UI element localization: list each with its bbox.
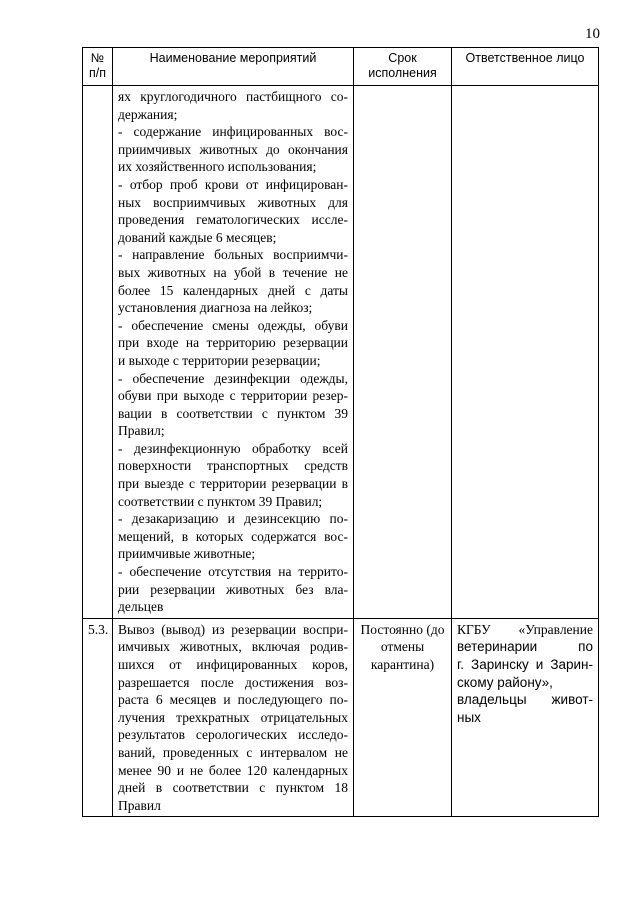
text-line: ветеринарии по — [457, 639, 593, 655]
text-line: г. Заринску и Зарин- — [457, 657, 593, 672]
cell-responsible — [452, 618, 599, 817]
text-line: вых животных на убой в течение не — [118, 264, 348, 280]
text-line: дований каждые 6 месяцев; — [118, 229, 277, 245]
text-line: - обеспечение отсутствия на террито- — [118, 564, 348, 580]
text-line: дельцев — [118, 599, 164, 615]
header-num: № п/п — [83, 48, 113, 86]
header-term: Срок исполнения — [354, 48, 452, 86]
text-line: и выходе с территории резервации; — [118, 352, 321, 368]
text-line: мещений, в которых содержатся вос- — [118, 528, 348, 544]
text-line: Вывоз (вывод) из резервации воспри- — [118, 621, 348, 637]
table-row-5-3 — [83, 618, 599, 817]
page-number: 10 — [585, 26, 600, 42]
text-line: установления диагноза на лейкоз; — [118, 300, 313, 316]
text-line: ных — [457, 709, 481, 725]
cell-term — [354, 86, 452, 619]
cell-name — [113, 86, 354, 619]
text-line: держания; — [118, 106, 178, 122]
text-line: приимчивые животные; — [118, 546, 256, 562]
text-line: - отбор проб крови от инфицирован- — [118, 176, 348, 192]
text-line: вации в соответствии с пунктом 39 — [118, 405, 348, 421]
table-row-continuation — [83, 86, 599, 619]
text-line: поверхности транспортных средств — [118, 458, 348, 474]
text-line: шихся от инфицированных коров, — [118, 657, 348, 672]
text-line: скому району», — [457, 674, 553, 690]
header-name: Наименование мероприятий — [113, 48, 354, 86]
text-line: дней в соответствии с пунктом 18 — [118, 780, 348, 796]
text-line: - дезакаризацию и дезинсекцию по- — [118, 511, 348, 527]
text-line: более 15 календарных дней с даты — [118, 282, 348, 298]
text-line: менее 90 и не более 120 календарных — [118, 762, 348, 778]
text-line: имчивых животных, включая родив- — [118, 639, 348, 655]
text-line: при входе на территорию резервации — [118, 335, 348, 351]
cell-name — [113, 618, 354, 817]
text-line: ваний, проведенных с интервалом не — [118, 744, 348, 760]
text-line: - содержание инфицированных вос- — [118, 124, 348, 140]
text-line: КГБУ «Управление — [457, 621, 593, 637]
text-line: их хозяйственного использования; — [118, 159, 317, 175]
text-line: соответствии с пунктом 39 Правил; — [118, 493, 323, 509]
text-line: рии резервации животных без вла- — [118, 581, 348, 597]
cell-num — [83, 86, 113, 619]
text-line: раста 6 месяцев и последующего по- — [118, 692, 348, 708]
header-responsible: Ответственное лицо — [452, 48, 599, 86]
text-line: при выезде с территории резервации в — [118, 476, 348, 492]
text-line: - направление больных восприимчи- — [118, 247, 348, 263]
text-line: лучения трехкратных отрицательных — [118, 709, 348, 725]
text-line: проведения гематологических иссле- — [118, 212, 348, 228]
measures-table — [82, 47, 599, 817]
text-line: обуви при выходе с территории резер- — [118, 388, 348, 404]
table-header-row — [83, 48, 599, 86]
cell-term: Постоянно (до отмены карантина) — [354, 618, 452, 817]
cell-responsible — [452, 86, 599, 619]
text-line: результатов серологических исследо- — [118, 727, 348, 743]
text-line: - дезинфекционную обработку всей — [118, 440, 348, 456]
text-line: разрешается после достижения воз- — [118, 674, 348, 690]
text-line: приимчивых животных до окончания — [118, 141, 348, 157]
text-line: ях круглогодичного пастбищного со- — [118, 89, 348, 104]
text-line: ных восприимчивых животных для — [118, 194, 348, 210]
text-line: Правил; — [118, 423, 165, 439]
cell-num: 5.3. — [83, 618, 113, 817]
text-line: - обеспечение смены одежды, обуви — [118, 317, 348, 333]
text-line: владельцы живот- — [457, 692, 593, 708]
text-line: Правил — [118, 797, 161, 813]
text-line: - обеспечение дезинфекции одежды, — [118, 370, 348, 386]
